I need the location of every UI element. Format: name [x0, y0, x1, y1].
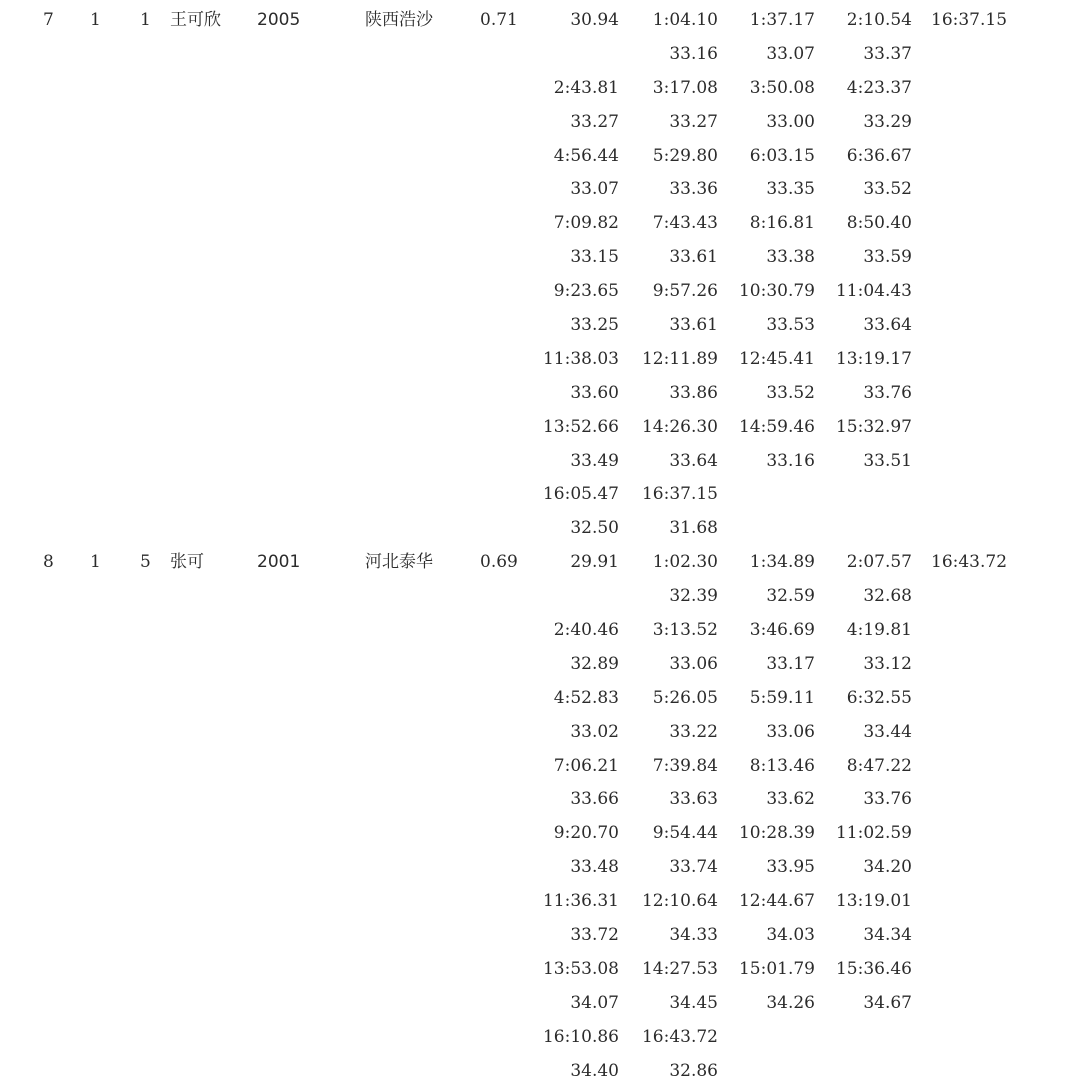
cumulative-time: 14:26.30: [641, 416, 718, 437]
cumulative-time: 12:44.67: [738, 891, 815, 912]
cumulative-time: 16:37.15: [641, 484, 718, 505]
lap-time: 33.17: [766, 653, 815, 674]
cumulative-time: 1:04.10: [652, 10, 718, 30]
lap-time: 33.16: [766, 450, 815, 471]
cumulative-time: 29.91: [570, 552, 619, 573]
cumulative-time: 3:17.08: [652, 77, 718, 98]
cumulative-time: 16:05.47: [542, 484, 619, 505]
team-name: 陕西浩沙: [365, 10, 433, 30]
cumulative-time: 9:57.26: [652, 281, 718, 302]
lap-time: 33.07: [766, 43, 815, 64]
cumulative-split-row: [0, 140, 1080, 174]
cumulative-time: 15:36.46: [835, 958, 912, 979]
lap-time: 33.27: [669, 111, 718, 132]
lap-time: 34.45: [669, 992, 718, 1013]
lap-time: 33.44: [863, 721, 912, 742]
lap-time: 32.59: [766, 586, 815, 607]
lap-time: 33.59: [863, 247, 912, 268]
lap-time: 33.74: [669, 857, 718, 878]
lap-time: 33.29: [863, 111, 912, 132]
lap-time: 33.12: [863, 653, 912, 674]
lap-split-row: [0, 580, 1080, 614]
lap-time: 33.61: [669, 247, 718, 268]
birth-year: 2005: [257, 10, 301, 30]
cumulative-time: 4:23.37: [846, 77, 912, 98]
lap-time: 32.89: [570, 653, 619, 674]
lap-split-row: [0, 1055, 1080, 1089]
lap-time: 33.76: [863, 382, 912, 403]
lap-time: 33.48: [570, 857, 619, 878]
lap-split-row: [0, 106, 1080, 140]
birth-year: 2001: [257, 552, 301, 573]
team-name: 河北泰华: [365, 552, 433, 573]
cumulative-time: 11:02.59: [835, 823, 912, 844]
cumulative-time: 3:46.69: [749, 620, 815, 641]
lap-time: 34.34: [863, 925, 912, 946]
lap-time: 33.49: [570, 450, 619, 471]
lap-time: 34.33: [669, 925, 718, 946]
cumulative-time: 13:52.66: [542, 416, 619, 437]
lap-time: 33.06: [669, 653, 718, 674]
cumulative-split-row: [0, 411, 1080, 445]
lap-time: 33.35: [766, 179, 815, 200]
cumulative-time: 8:50.40: [846, 213, 912, 234]
cumulative-time: 14:27.53: [641, 958, 718, 979]
cumulative-time: 6:36.67: [846, 145, 912, 166]
lap-time: 33.36: [669, 179, 718, 200]
lap-time: 33.00: [766, 111, 815, 132]
cumulative-time: 1:37.17: [749, 10, 815, 30]
lap-time: 33.95: [766, 857, 815, 878]
lap-time: 33.66: [570, 789, 619, 810]
lap-time: 32.39: [669, 586, 718, 607]
lap-time: 33.25: [570, 315, 619, 336]
cumulative-split-row: [0, 478, 1080, 512]
lap-split-row: [0, 241, 1080, 275]
cumulative-time: 6:32.55: [846, 687, 912, 708]
lap-time: 33.63: [669, 789, 718, 810]
lap-time: 33.37: [863, 43, 912, 64]
cumulative-time: 3:13.52: [652, 620, 718, 641]
lap-time: 33.86: [669, 382, 718, 403]
cumulative-time: 9:23.65: [553, 281, 619, 302]
lap-time: 33.51: [863, 450, 912, 471]
cumulative-time: 16:10.86: [542, 1026, 619, 1047]
cumulative-time: 5:59.11: [749, 687, 815, 708]
lap-time: 33.60: [570, 382, 619, 403]
cumulative-time: 11:38.03: [542, 348, 619, 369]
cumulative-time: 11:36.31: [542, 891, 619, 912]
cumulative-time: 7:09.82: [553, 213, 619, 234]
cumulative-split-row: [0, 1021, 1080, 1055]
lap-time: 33.07: [570, 179, 619, 200]
cumulative-time: 2:40.46: [553, 620, 619, 641]
lap-split-row: [0, 173, 1080, 207]
cumulative-time: 15:32.97: [835, 416, 912, 437]
lap-time: 33.52: [863, 179, 912, 200]
athlete-name: 张可: [170, 552, 204, 573]
lap-split-row: [0, 851, 1080, 885]
lap-split-row: [0, 783, 1080, 817]
reaction-time: 0.71: [480, 10, 518, 30]
cumulative-split-row: [0, 817, 1080, 851]
lap-split-row: [0, 309, 1080, 343]
lap-time: 33.61: [669, 315, 718, 336]
lap-time: 32.86: [669, 1060, 718, 1081]
lap-time: 34.20: [863, 857, 912, 878]
cumulative-time: 13:19.17: [835, 348, 912, 369]
lap-split-row: [0, 987, 1080, 1021]
lap-split-row: [0, 445, 1080, 479]
lane-cell: 5: [140, 552, 151, 573]
cumulative-time: 3:50.08: [749, 77, 815, 98]
lap-split-row: [0, 919, 1080, 953]
cumulative-split-row: [0, 546, 1080, 580]
lap-time: 34.07: [570, 992, 619, 1013]
place-cell: 7: [43, 10, 54, 30]
heat-cell: 1: [90, 552, 101, 573]
cumulative-time: 12:10.64: [641, 891, 718, 912]
lap-time: 34.26: [766, 992, 815, 1013]
lane-cell: 1: [140, 10, 151, 30]
cumulative-time: 15:01.79: [738, 958, 815, 979]
lap-time: 31.68: [669, 518, 718, 539]
cumulative-split-row: [0, 275, 1080, 309]
cumulative-split-row: [0, 750, 1080, 784]
lap-time: 33.02: [570, 721, 619, 742]
cumulative-split-row: [0, 682, 1080, 716]
cumulative-time: 7:39.84: [652, 755, 718, 776]
heat-cell: 1: [90, 10, 101, 30]
athlete-name: 王可欣: [170, 10, 221, 30]
cumulative-time: 9:54.44: [652, 823, 718, 844]
cumulative-time: 5:26.05: [652, 687, 718, 708]
cumulative-split-row: [0, 885, 1080, 919]
cumulative-time: 6:03.15: [749, 145, 815, 166]
lap-time: 34.40: [570, 1060, 619, 1081]
lap-time: 33.72: [570, 925, 619, 946]
cumulative-time: 1:34.89: [749, 552, 815, 573]
cumulative-time: 7:43.43: [652, 213, 718, 234]
cumulative-time: 2:07.57: [846, 552, 912, 573]
lap-time: 33.06: [766, 721, 815, 742]
cumulative-time: 2:10.54: [846, 10, 912, 30]
final-time: 16:37.15: [931, 10, 1008, 30]
cumulative-time: 10:30.79: [738, 281, 815, 302]
cumulative-split-row: [0, 614, 1080, 648]
cumulative-time: 4:52.83: [553, 687, 619, 708]
cumulative-time: 13:53.08: [542, 958, 619, 979]
reaction-time: 0.69: [480, 552, 518, 573]
lap-time: 32.68: [863, 586, 912, 607]
lap-time: 33.53: [766, 315, 815, 336]
cumulative-time: 5:29.80: [652, 145, 718, 166]
lap-time: 33.64: [669, 450, 718, 471]
cumulative-time: 12:11.89: [641, 348, 718, 369]
cumulative-split-row: [0, 72, 1080, 106]
cumulative-split-row: [0, 343, 1080, 377]
cumulative-time: 4:56.44: [553, 145, 619, 166]
lap-time: 33.27: [570, 111, 619, 132]
lap-time: 33.64: [863, 315, 912, 336]
athlete-block: [0, 4, 1080, 546]
lap-time: 32.50: [570, 518, 619, 539]
cumulative-time: 30.94: [570, 10, 619, 30]
cumulative-time: 12:45.41: [738, 348, 815, 369]
cumulative-time: 14:59.46: [738, 416, 815, 437]
cumulative-split-row: [0, 207, 1080, 241]
cumulative-time: 10:28.39: [738, 823, 815, 844]
lap-time: 33.15: [570, 247, 619, 268]
lap-split-row: [0, 377, 1080, 411]
athlete-block: [0, 546, 1080, 1088]
place-cell: 8: [43, 552, 54, 573]
lap-time: 33.22: [669, 721, 718, 742]
cumulative-time: 11:04.43: [835, 281, 912, 302]
lap-time: 34.03: [766, 925, 815, 946]
lap-split-row: [0, 716, 1080, 750]
final-time: 16:43.72: [931, 552, 1008, 573]
lap-time: 33.16: [669, 43, 718, 64]
lap-time: 33.76: [863, 789, 912, 810]
cumulative-time: 8:16.81: [749, 213, 815, 234]
cumulative-split-row: [0, 953, 1080, 987]
cumulative-time: 2:43.81: [553, 77, 619, 98]
cumulative-time: 4:19.81: [846, 620, 912, 641]
cumulative-time: 16:43.72: [641, 1026, 718, 1047]
lap-split-row: [0, 38, 1080, 72]
lap-split-row: [0, 648, 1080, 682]
lap-time: 34.67: [863, 992, 912, 1013]
lap-split-row: [0, 512, 1080, 546]
lap-time: 33.62: [766, 789, 815, 810]
cumulative-time: 7:06.21: [553, 755, 619, 776]
cumulative-time: 8:13.46: [749, 755, 815, 776]
lap-time: 33.52: [766, 382, 815, 403]
cumulative-time: 13:19.01: [835, 891, 912, 912]
cumulative-time: 9:20.70: [553, 823, 619, 844]
cumulative-time: 8:47.22: [846, 755, 912, 776]
cumulative-split-row: [0, 4, 1080, 38]
lap-time: 33.38: [766, 247, 815, 268]
cumulative-time: 1:02.30: [652, 552, 718, 573]
